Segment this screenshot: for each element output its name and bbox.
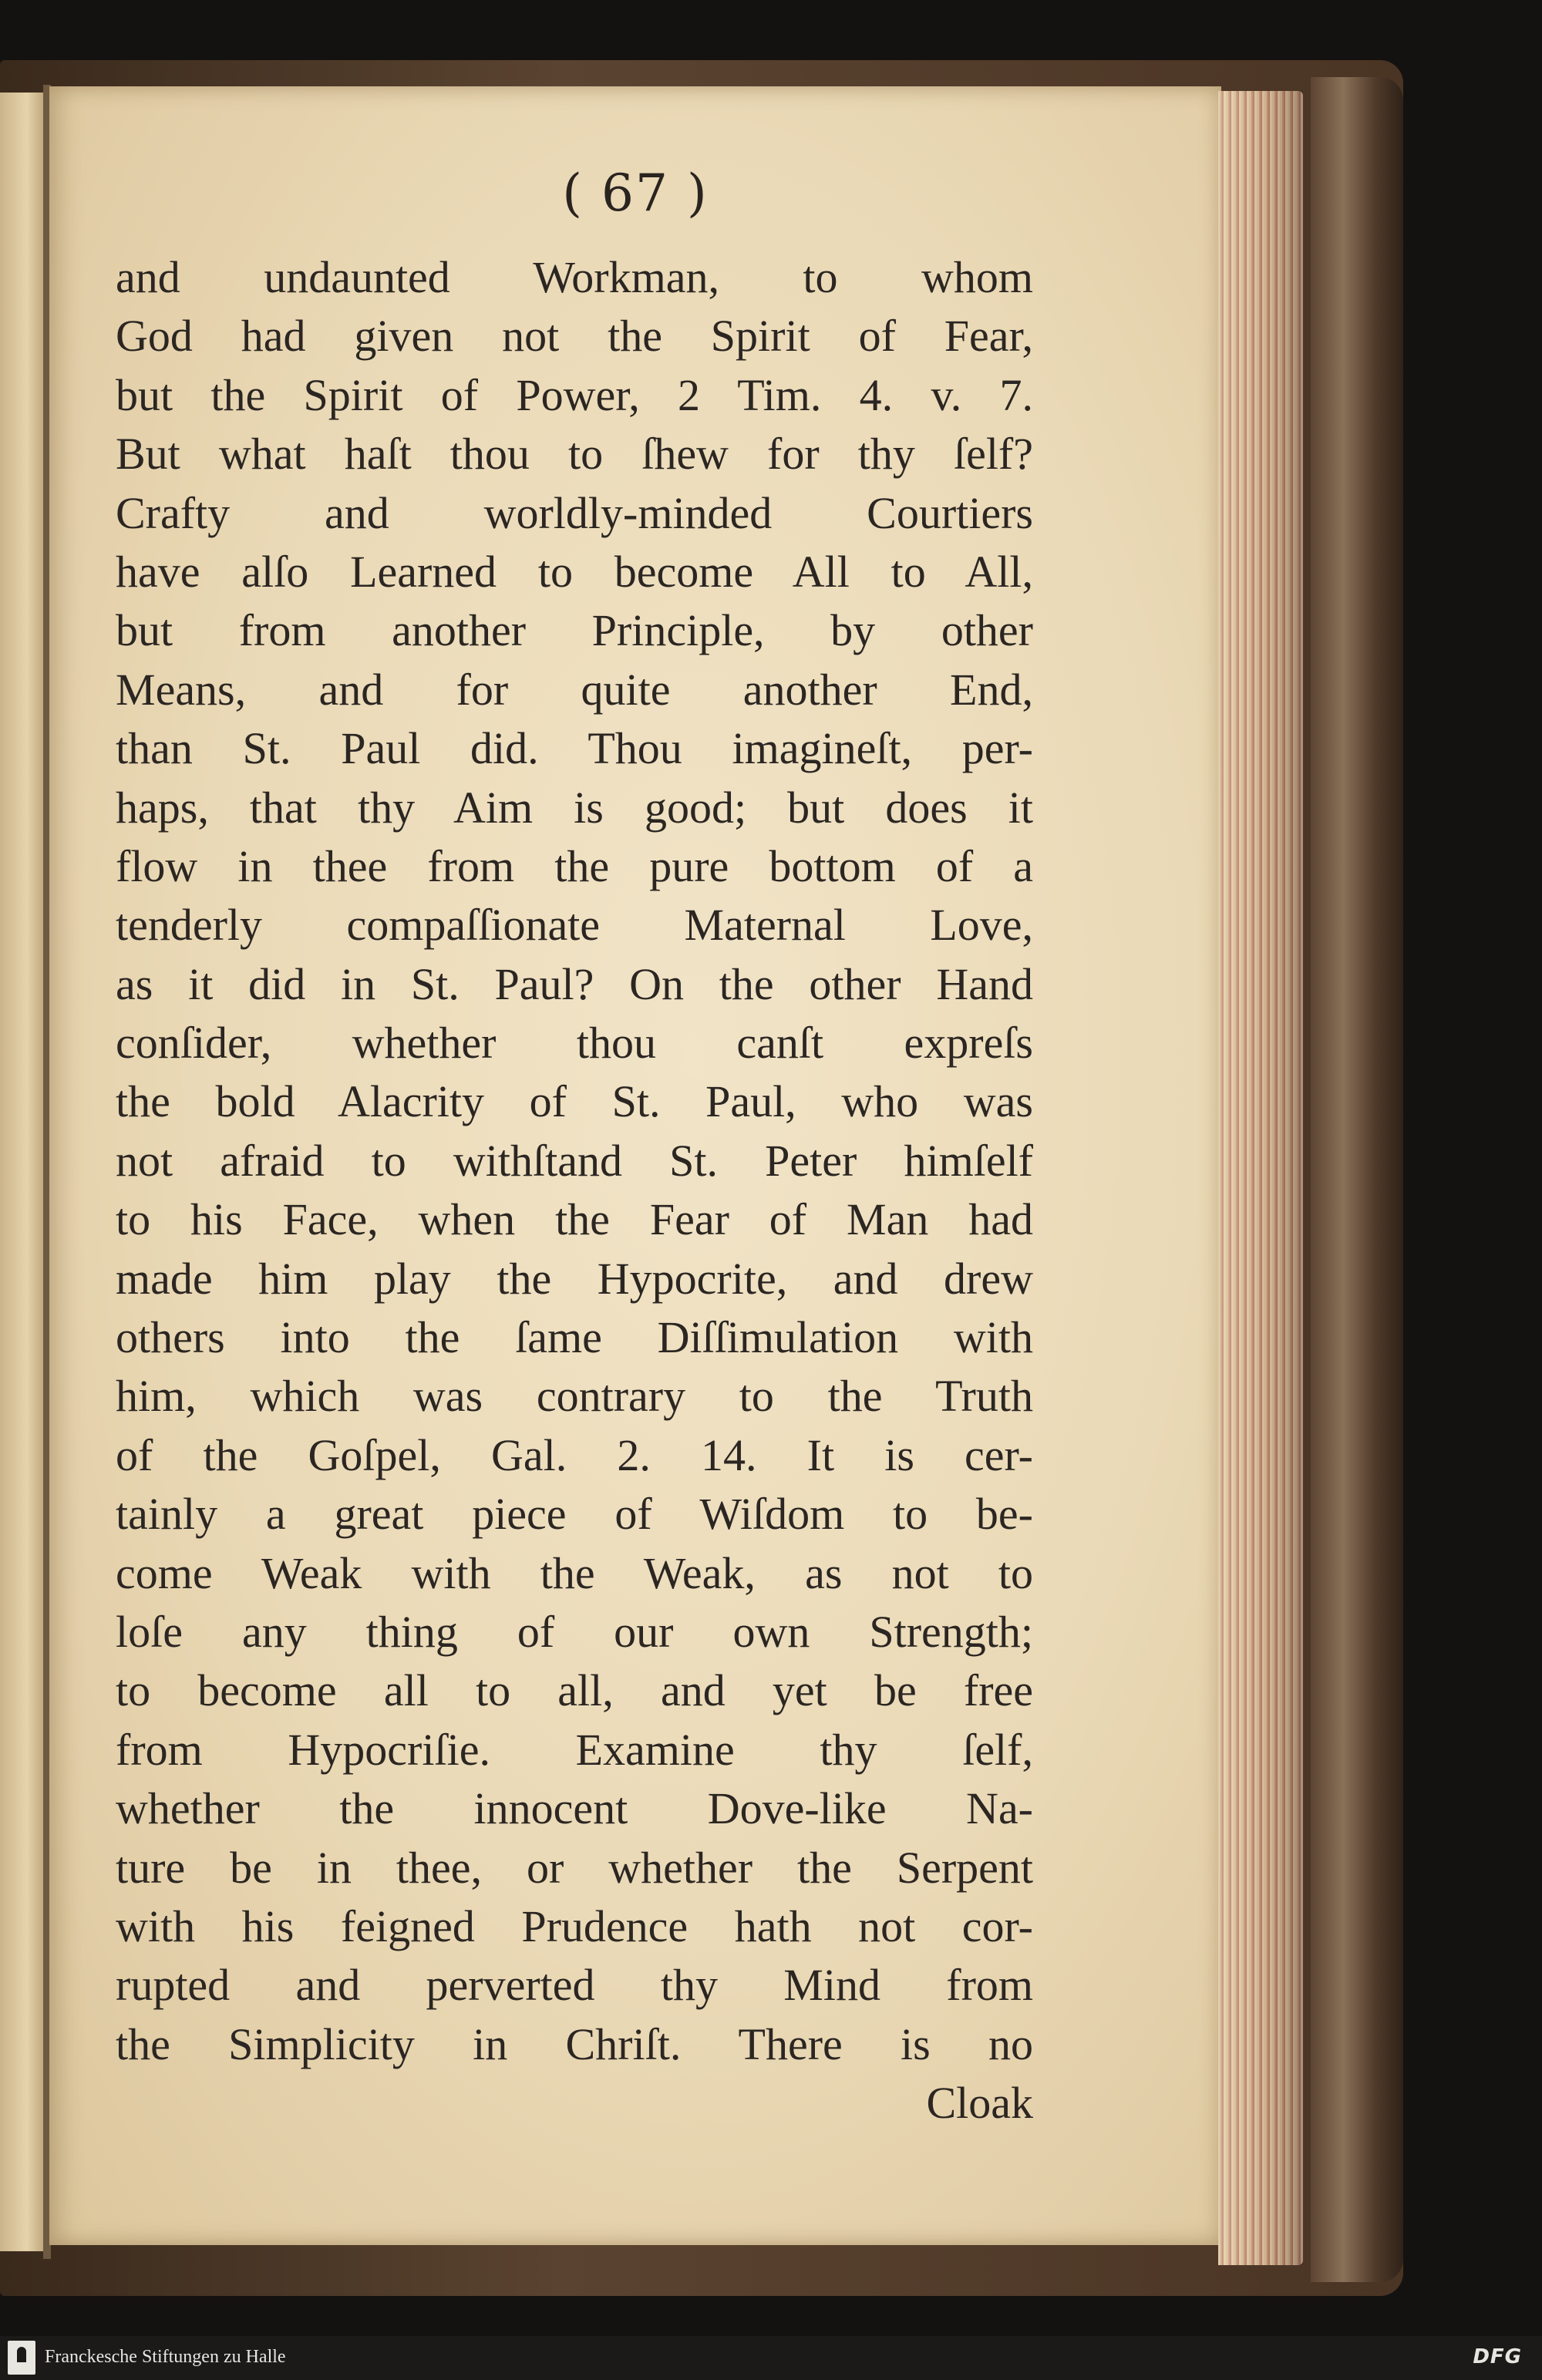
text-line: as it did in St. Paul? On the other Hand	[116, 958, 1033, 1009]
text-line: But what haſt thou to ſhew for thy ſelf?	[116, 429, 1033, 480]
text-line: from Hypocriſie. Examine thy ſelf,	[116, 1724, 1033, 1775]
text-line: tenderly compaſſionate Maternal Love,	[116, 900, 1033, 951]
text-line: flow in thee from the pure bottom of a	[116, 840, 1033, 891]
facing-page-edge	[0, 93, 45, 2251]
text-line: Means, and for quite another End,	[116, 664, 1033, 715]
text-line: come Weak with the Weak, as not to	[116, 1547, 1033, 1598]
text-line: but from another Principle, by other	[116, 605, 1033, 656]
text-line: loſe any thing of our own Strength;	[116, 1606, 1033, 1657]
text-line: made him play the Hypocrite, and drew	[116, 1253, 1033, 1304]
text-line: to his Face, when the Fear of Man had	[116, 1194, 1033, 1245]
text-line: tainly a great piece of Wiſdom to be-	[116, 1489, 1033, 1540]
institution-name[interactable]: Franckesche Stiftungen zu Halle	[45, 2347, 286, 2367]
text-line: others into the ſame Diſſimulation with	[116, 1312, 1033, 1363]
text-line: the bold Alacrity of St. Paul, who was	[116, 1076, 1033, 1127]
text-line: have alſo Learned to become All to All,	[116, 546, 1033, 597]
text-line: but the Spirit of Power, 2 Tim. 4. v. 7.	[116, 369, 1033, 420]
text-line: God had given not the Spirit of Fear,	[116, 311, 1033, 362]
text-line: than St. Paul did. Thou imagineſt, per-	[116, 723, 1033, 774]
text-line: haps, that thy Aim is good; but does it	[116, 782, 1033, 833]
text-line: whether the innocent Dove-like Na-	[116, 1783, 1033, 1834]
text-line: Crafty and worldly-minded Courtiers	[116, 487, 1033, 538]
text-line: him, which was contrary to the Truth	[116, 1371, 1033, 1422]
funder-logo[interactable]: DFG	[1473, 2345, 1522, 2368]
page-number: ( 67 )	[562, 163, 709, 223]
page-text	[116, 248, 1033, 2133]
book-cover-edge	[1311, 77, 1403, 2282]
page-fore-edge-shade	[1218, 91, 1303, 2265]
text-line: with his feigned Prudence hath not cor-	[116, 1900, 1033, 1951]
text-line: rupted and perverted thy Mind from	[116, 1960, 1033, 2011]
text-line: to become all to all, and yet be free	[116, 1665, 1033, 1716]
text-line: the Simplicity in Chriſt. There is no	[116, 2018, 1033, 2069]
text-line: and undaunted Workman, to whom	[116, 252, 1033, 302]
text-line: ture be in thee, or whether the Serpent	[116, 1842, 1033, 1893]
text-line: of the Goſpel, Gal. 2. 14. It is cer-	[116, 1429, 1033, 1480]
text-line: not afraid to withſtand St. Peter himſelf	[116, 1135, 1033, 1186]
institution-logo-icon	[8, 2341, 35, 2375]
viewer-footer	[0, 2336, 1542, 2380]
catchword: Cloak	[926, 2078, 1033, 2129]
text-line: conſider, whether thou canſt expreſs	[116, 1018, 1033, 1069]
